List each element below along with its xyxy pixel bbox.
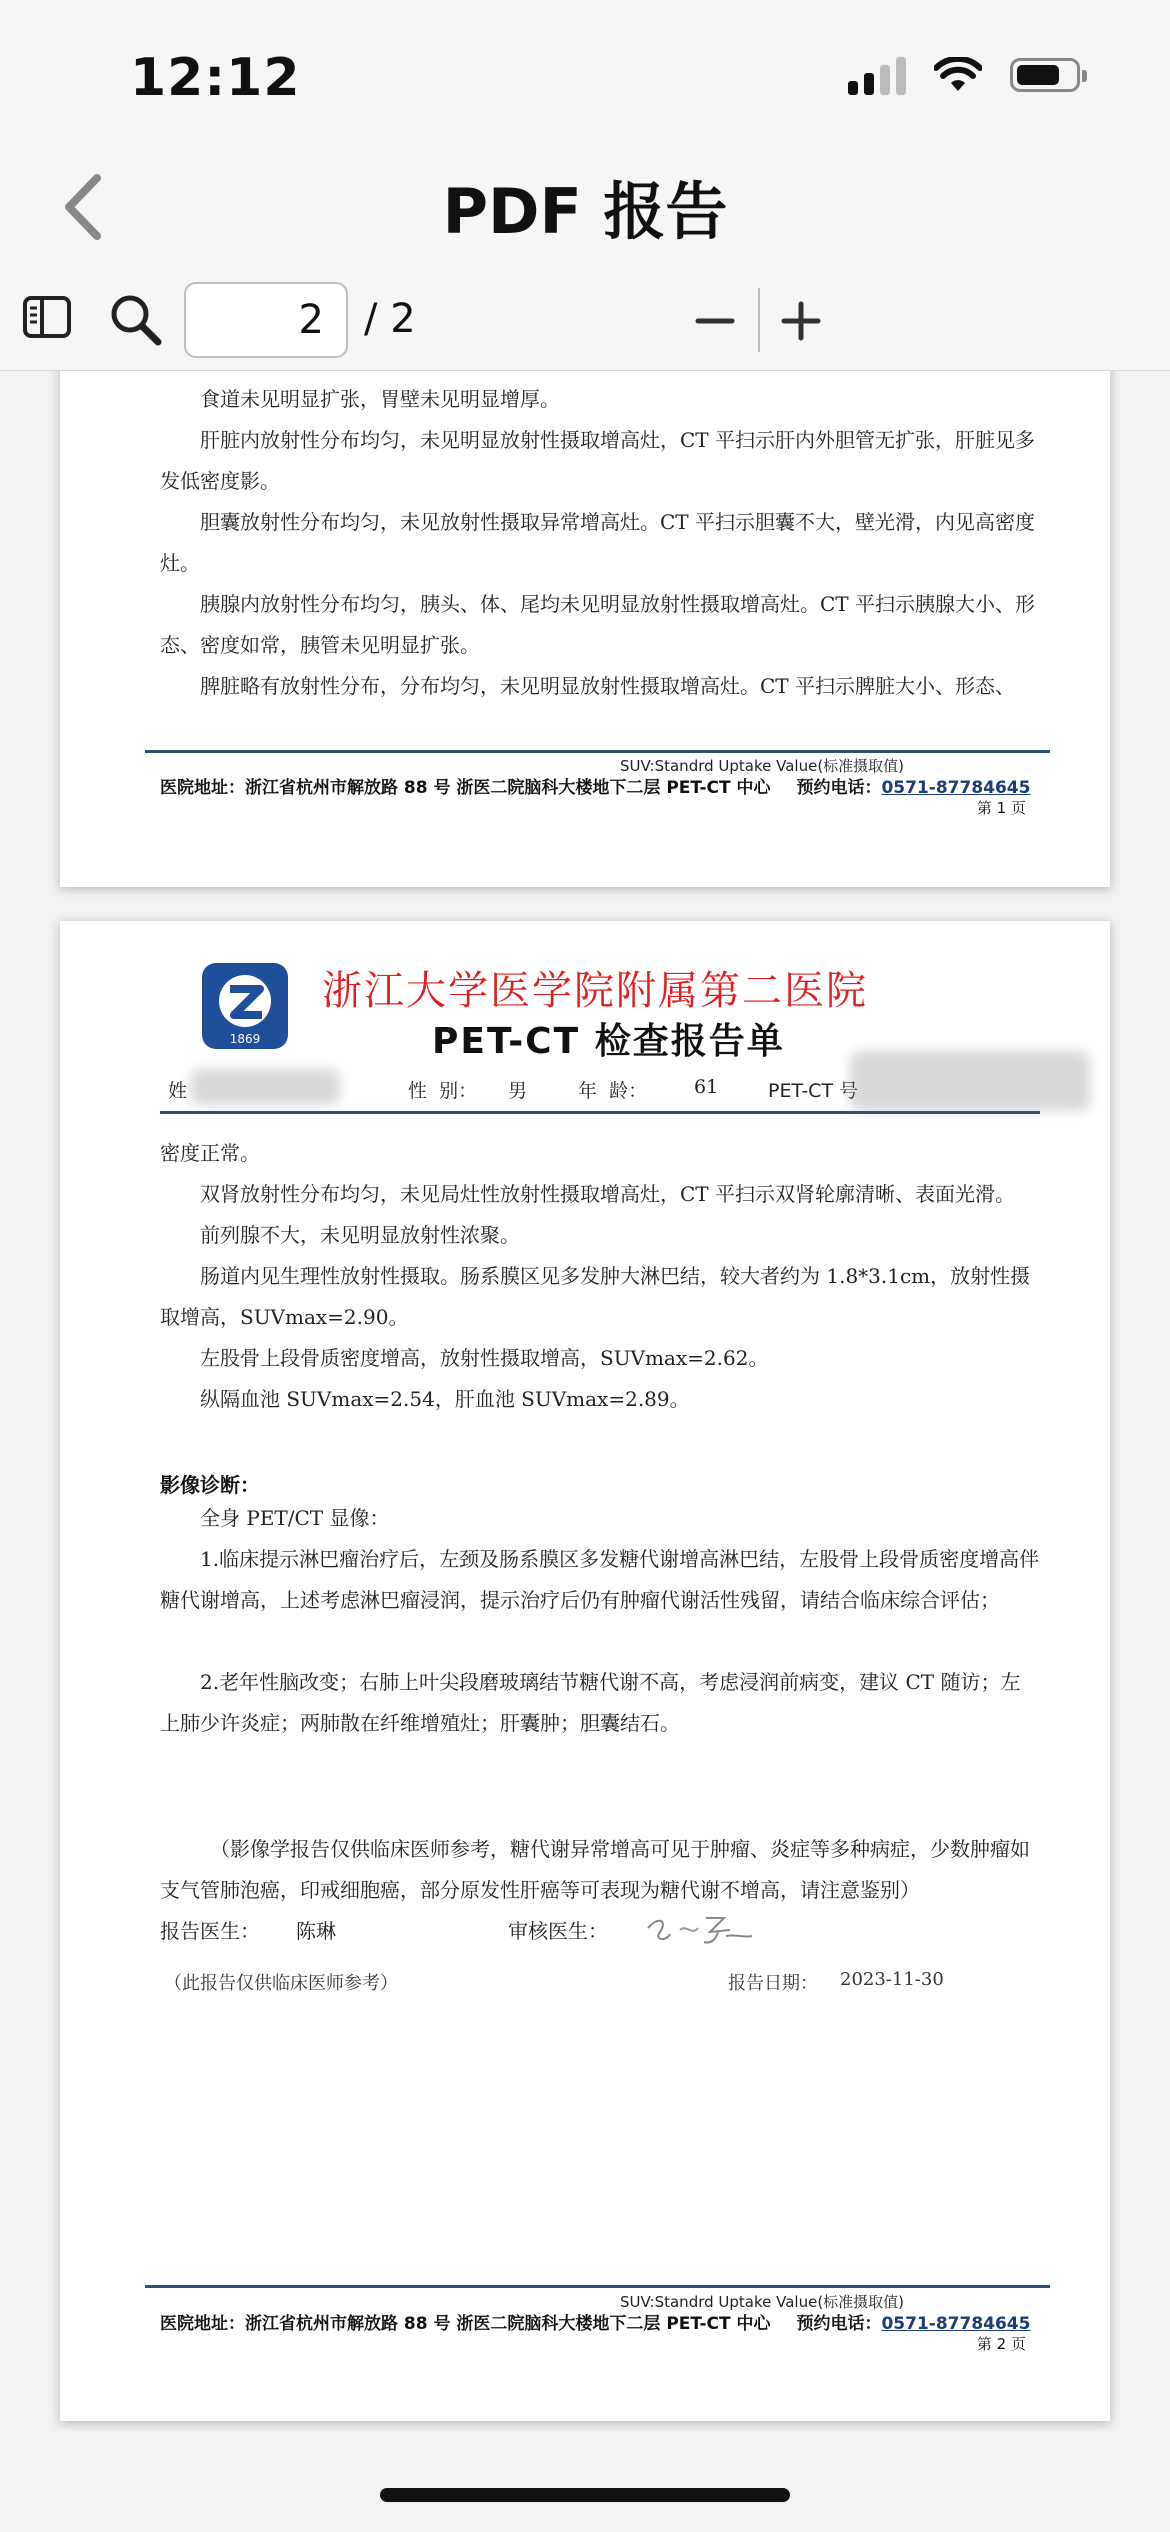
report-title: PET-CT 检查报告单 — [432, 1021, 785, 1062]
report-paragraph: 密度正常。 — [160, 1141, 260, 1165]
gender-label: 性 别： — [408, 1080, 478, 1102]
battery-icon — [1010, 58, 1080, 92]
report-note: （此报告仅供临床医师参考） — [164, 1973, 398, 1994]
redacted-id — [850, 1051, 1090, 1111]
zoom-out-icon[interactable] — [694, 300, 736, 342]
phone-number: 0571-87784645 — [881, 778, 1031, 798]
navigation-bar — [0, 140, 1170, 270]
address-text: 医院地址：浙江省杭州市解放路 88 号 浙医二院脑科大楼地下二层 PET-CT 中心 — [160, 2314, 771, 2334]
report-paragraph: 纵隔血池 SUVmax=2.54，肝血池 SUVmax=2.89。 — [200, 1387, 690, 1411]
footer-address — [160, 2309, 1030, 2334]
diagnosis-line: 2.老年性脑改变；右肺上叶尖段磨玻璃结节糖代谢不高，考虑浸润前病变，建议 CT 随访；左上肺少许炎症；两肺散在纤维增殖灶；肝囊肿；胆囊结石。 — [160, 1670, 1021, 1735]
page-number-label: 第 1 页 — [976, 799, 1026, 817]
petct-number-label: PET-CT 号 — [768, 1080, 859, 1102]
report-paragraph: 肠道内见生理性放射性摄取。肠系膜区见多发肿大淋巴结，较大者约为 1.8*3.1cm，放射性摄取增高，SUVmax=2.90。 — [160, 1264, 1031, 1329]
report-paragraph: 肝脏内放射性分布均匀，未见明显放射性摄取增高灶，CT 平扫示肝内外胆管无扩张，肝脏见多发低密度影。 — [160, 428, 1035, 493]
phone-label: 预约电话： — [796, 778, 882, 798]
pdf-viewer[interactable] — [0, 371, 1170, 2431]
patient-name-label: 姓 — [168, 1080, 188, 1102]
footer-suv-note: SUV:Standrd Uptake Value(标准摄取值) — [620, 757, 905, 775]
age-value: 61 — [694, 1076, 719, 1098]
report-paragraph: 食道未见明显扩张，胃壁未见明显增厚。 — [200, 387, 560, 411]
page-number-input[interactable]: 2 — [184, 282, 348, 358]
page-title: PDF 报告 — [442, 175, 728, 248]
toolbar-divider — [758, 288, 760, 352]
status-time: 12:12 — [130, 48, 301, 108]
diagnosis-title: 影像诊断： — [160, 1473, 260, 1497]
wifi-icon — [934, 57, 982, 93]
diagnosis-line: 全身 PET/CT 显像： — [200, 1506, 390, 1530]
report-paragraph: 左股骨上段骨质密度增高，放射性摄取增高，SUVmax=2.62。 — [200, 1346, 769, 1370]
report-date: 2023-11-30 — [840, 1969, 944, 1990]
report-paragraph: 脾脏略有放射性分布，分布均匀，未见明显放射性摄取增高灶。CT 平扫示脾脏大小、形态、 — [200, 674, 1015, 698]
status-bar — [0, 0, 1170, 140]
footer-suv-note: SUV:Standrd Uptake Value(标准摄取值) — [620, 2293, 905, 2311]
header-rule — [160, 1111, 1040, 1114]
reporter-name: 陈琳 — [296, 1919, 336, 1943]
hospital-logo — [200, 961, 290, 1051]
footer-rule — [145, 2285, 1050, 2288]
report-paragraph: 双肾放射性分布均匀，未见局灶性放射性摄取增高灶，CT 平扫示双肾轮廓清晰、表面光滑。 — [200, 1182, 1015, 1206]
zoom-in-icon[interactable] — [780, 300, 822, 342]
reporter-label: 报告医生： — [160, 1919, 260, 1943]
address-text: 医院地址：浙江省杭州市解放路 88 号 浙医二院脑科大楼地下二层 PET-CT 中心 — [160, 778, 771, 798]
pdf-page-2 — [60, 921, 1110, 2421]
cellular-signal-icon — [848, 55, 906, 95]
reviewer-signature — [640, 1906, 770, 1950]
report-paragraph: 前列腺不大，未见明显放射性浓聚。 — [200, 1223, 520, 1247]
page-number-label: 第 2 页 — [976, 2335, 1026, 2353]
footer-address — [160, 773, 1030, 798]
reviewer-label: 审核医生： — [508, 1919, 608, 1943]
pdf-page-1 — [60, 371, 1110, 887]
phone-label: 预约电话： — [796, 2314, 882, 2334]
report-paragraph: 胰腺内放射性分布均匀，胰头、体、尾均未见明显放射性摄取增高灶。CT 平扫示胰腺大小、形态、密度如常，胰管未见明显扩张。 — [160, 592, 1035, 657]
home-indicator[interactable] — [380, 2488, 790, 2502]
disclaimer: （影像学报告仅供临床医师参考，糖代谢异常增高可见于肿瘤、炎症等多种病症，少数肿瘤如支气管肺泡癌，印戒细胞癌，部分原发性肝癌等可表现为糖代谢不增高，请注意鉴别） — [160, 1837, 1030, 1902]
age-label: 年 龄： — [578, 1080, 648, 1102]
status-icons — [848, 55, 1080, 95]
page-total: / 2 — [364, 296, 416, 342]
report-paragraph: 胆囊放射性分布均匀，未见放射性摄取异常增高灶。CT 平扫示胆囊不大，壁光滑，内见高密度灶。 — [160, 510, 1035, 575]
redacted-name — [190, 1069, 340, 1105]
hospital-name: 浙江大学医学院附属第二医院 — [322, 968, 868, 1014]
footer-rule — [145, 750, 1050, 753]
phone-number: 0571-87784645 — [881, 2314, 1031, 2334]
gender-value: 男 — [508, 1080, 528, 1102]
diagnosis-line: 1.临床提示淋巴瘤治疗后，左颈及肠系膜区多发糖代谢增高淋巴结，左股骨上段骨质密度增高伴糖代谢增高，上述考虑淋巴瘤浸润，提示治疗后仍有肿瘤代谢活性残留，请结合临床综合评估； — [160, 1547, 1040, 1612]
search-icon[interactable] — [108, 292, 164, 348]
logo-year: 1869 — [229, 1032, 261, 1046]
pdf-toolbar — [0, 270, 1170, 371]
sidebar-toggle-icon[interactable] — [22, 292, 72, 342]
report-date-label: 报告日期： — [728, 1973, 818, 1994]
